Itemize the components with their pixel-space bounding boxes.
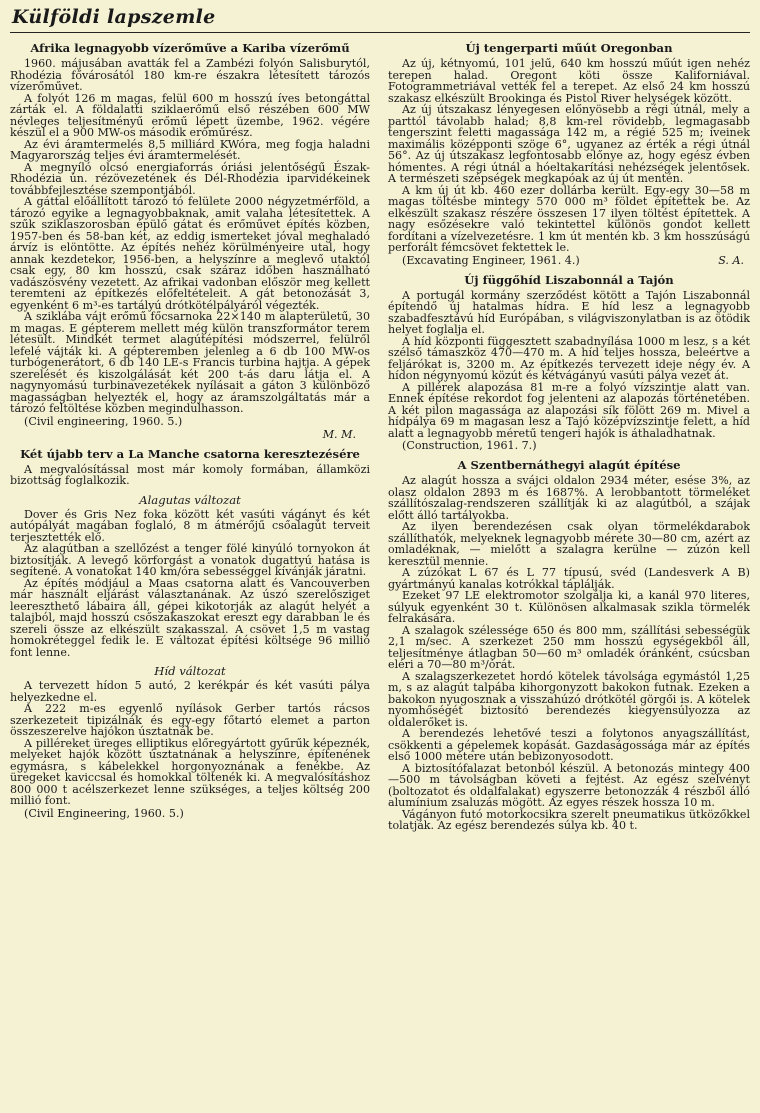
article-title-lisbon: Új függőhíd Liszabonnál a Tajón	[464, 272, 674, 287]
paragraph: Az új, kétnyomú, 101 jelű, 640 km hosszú műút igen nehéz terepen halad. Oregont köti össze Kaliforniával. Fotogrammetriával vették fel a terepet. Az első 24 km hosszú szakasz elkészült Brookinga és Pistol River helységek között.	[388, 57, 750, 105]
paragraph: A szalagok szélessége 650 és 800 mm, szállítási sebességük 2,1 m/sec. A szerkezet 250 mm hosszú egységekből áll, teljesítménye átlagban 50—60 m³ omladék óránként, csúcsban eléri a 70—80 m³/órát.	[388, 623, 750, 671]
paragraph: A pillérek alapozása 81 m-re a folyó vízszintje alatt van. Ennek építése rekordot fog jelenteni az alapozás történetében. A két pilon magassága az alapozási sík fölött 269 m. Mivel a hídpálya 69 m magasan lesz a Tajó középvízszintje felett, a híd alatt a legnagyobb méretű tengeri hajók is áthaladhatnak.	[388, 380, 750, 440]
paragraph: A megnyíló olcsó energiaforrás óriási jelentőségű Észak-Rhodézia ún. rézövezetének és Dél-Rhodézia iparvidékeinek továbbfejlesztése szempontjából.	[10, 160, 370, 197]
paragraph: Az alagút hossza a svájci oldalon 2934 méter, esése 3%, az olasz oldalon 2893 m és 1687%. A lerobbantott törmeléket szállítószalag-rendszeren szállítják ki az alagútból, a szájak előtt álló tartályokba.	[388, 474, 750, 522]
paragraph: A zúzókat L 67 és L 77 típusú, svéd (Landesverk A B) gyártmányú kanalas kotrókkal táplálják.	[388, 566, 750, 591]
source-citation: (Civil engineering, 1960. 5.)	[24, 414, 183, 428]
author-initials: S. A.	[718, 253, 744, 267]
paragraph: Dover és Gris Nez foka között két vasúti vágányt és két autópályát magában foglaló, 8 m átmérőjű csőalagút terveit terjesztették elő.	[10, 507, 370, 544]
source-line	[388, 255, 750, 267]
subsection-title-tunnel: Alagutas változat	[139, 492, 241, 507]
article-title-oregon: Új tengerparti műút Oregonban	[465, 41, 673, 55]
article-title-la-manche: Két újabb terv a La Manche csatorna keresztezésére	[20, 446, 360, 461]
title-rule	[10, 32, 750, 33]
paragraph: A híd központi függesztett szabadnyílása 1000 m lesz, s a két szélső támaszköz 470—470 m. A híd teljes hossza, beleértve a feljárókat is, 3200 m. Az építkezés tervezett ideje négy év. A hídon négynyomú közút és kétvágányú vasúti pálya vezet át.	[388, 334, 750, 382]
paragraph: A portugál kormány szerződést kötött a Tajón Liszabonnál építendő új hatalmas hídra. E híd lesz a legnagyobb szabadfesztávú híd Európában, s világviszonylatban is az ötödik helyet foglalja el.	[388, 288, 750, 336]
paragraph: Az építés módjául a Maas csatorna alatt és Vancouverben már használt eljárást választanának. Az úszó szerelősziget leereszthető lábaira áll, gépei kikotorják az alagút helyét a talajból, majd hosszú csőszakaszokat ereszt egy darabban le és szereli össze az elkészült szakasszal. A csövet 1,5 m vastag homokréteggel fedik le. E változat építési költsége 96 millió font lenne.	[10, 576, 370, 659]
source-citation: (Construction, 1961. 7.)	[402, 439, 537, 452]
page-title: Külföldi lapszemle	[12, 6, 216, 28]
paragraph: A 222 m-es egyenlő nyílások Gerber tartós rácsos szerkezeteit tipizálnák és egy-egy főtartó elemet a parton összeszerelve hajókon úsztatnák be.	[10, 702, 370, 738]
paragraph: Az ilyen berendezésen csak olyan törmelékdarabok szállíthatók, melyeknek legnagyobb mérete 30—80 cm, azért az omladéknak, — mielőtt a szalagra kerülne — zúzón kell keresztül mennie.	[388, 520, 750, 568]
paragraph: Az új útszakasz lényegesen előnyösebb a régi útnál, mely a parttól távolabb halad; 8,8 km-rel rövidebb, legmagasabb tengerszint feletti magassága 142 m, a régié 525 m; íveinek maximális középponti szöge 6°, ugyanez az érték a régi útnál 56°. Az új útszakasz legfontosabb előnye az, hogy egész évben hómentes. A régi útnál a hóeltakarítási nehézségek jelentősek. A természeti szépségek megkapóak az új út mentén.	[388, 103, 750, 185]
paragraph: Vágányon futó motorkocsikra szerelt pneumatikus ütközőkkel tolatják. Az egész berendezés súlya kb. 40 t.	[388, 807, 750, 832]
paragraph: A pilléreket üreges elliptikus előregyártott gyűrűk képeznék, melyeket hajók között úsztatnának a helyszínre, építenének egymásra, s kábelekkel horgonyoznának a fenékbe. Az üregeket kaviccsal és homokkal töltenék ki. A megvalósításhoz 800 000 t acélszerkezet lenne szükséges, a teljes költség 200 millió font.	[10, 736, 370, 807]
left-column	[10, 39, 370, 832]
paragraph: A sziklába vájt erőmű főcsarnoka 22×140 m alapterületű, 30 m magas. E gépterem mellett még külön transzformátor terem létesült. Mindkét termet alagútépítési módszerrel, felülről lefelé vájták ki. A gépteremben jelenleg a 6 db 100 MW-os turbógenerátort, 6 db 140 LE-s Francis turbina hajtja. A gépek szerelését és kiszolgálását két 200 t-ás daru látja el. A nagynyomású turbinavezetékek nyílásait a gáton 3 különböző magasságban helyezték el, hogy az áramszolgáltatás már a tározó feltöltése közben megindulhasson.	[10, 310, 370, 415]
article-title-kariba: Afrika legnagyobb vízerőműve a Kariba vízerőmű	[30, 41, 350, 55]
paragraph: A biztosítófalazat betonból készül. A betonozás mintegy 400—500 m távolságban követi a fejtést. Az egész szelvényt (boltozatot és oldalfalakat) egyszerre betonozzák 4 részből álló alumínium zsaluzás mögött. Az egyes részek hossza 10 m.	[388, 761, 750, 809]
source-citation: (Excavating Engineer, 1961. 4.)	[402, 253, 580, 267]
paragraph: A berendezés lehetővé teszi a folytonos anyagszállítást, csökkenti a gépelemek kopását. Gazdaságossága már az építés első 1000 métere után bebizonyosodott.	[388, 727, 750, 763]
paragraph: A tervezett hídon 5 autó, 2 kerékpár és két vasúti pálya helyezkedne el.	[10, 679, 370, 704]
paragraph: A megvalósítással most már komoly formában, államközi bizottság foglalkozik.	[10, 462, 370, 487]
columns	[10, 39, 750, 832]
paragraph: 1960. májusában avatták fel a Zambézi folyón Salisburytól, Rhodézia fővárosától 180 km-re északra létesített tározós vízerőművet.	[10, 57, 370, 93]
author-initials: M. M.	[322, 427, 356, 441]
paragraph: Az évi áramtermelés 8,5 milliárd KWóra, meg fogja haladni Magyarország teljes évi áramtermelését.	[10, 137, 370, 162]
paragraph: Az alagútban a szellőzést a tenger fölé kinyúló tornyokon át biztosítják. A levegő körforgást a vonatok dugattyú hatása is segítené. A vonatokat 140 km/óra sebességgel kívánják járatni.	[10, 542, 370, 578]
right-column	[388, 39, 750, 832]
paragraph: A gáttal előállított tározó tó felülete 2000 négyzetmérföld, a tározó egyike a legnagyobbaknak, amit valaha létesítettek. A szűk sziklaszorosban épülő gátat és erőművet építés közben, 1957-ben és 58-ban két, az eddig ismerteket jóval meghaladó árvíz is elöntötte. Az építés nehéz körülményeire utal, hogy annak kezdetekor, 1956-ben, a helyszínre a meglevő utaktól csak egy, 80 km hosszú, csak száraz időben használható vadászösvény vezetett. Az afrikai vadonban először meg kellett teremteni az építkezés előfeltételeit. A gát betonozását 3, egyenként 6 m³-es tartályú drótkötélpályáról végezték.	[10, 195, 370, 312]
source-citation: (Civil Engineering, 1960. 5.)	[24, 806, 184, 820]
paragraph: A km új út kb. 460 ezer dollárba került. Egy-egy 30—58 m magas töltésbe mintegy 570 000 m³ földet építettek be. Az elkészült szakasz részére összesen 17 ilyen töltést építettek. A nagy esőzésekre való tekintettel különös gondot kellett fordítani a vízelvezetésre. 1 km út mentén kb. 3 km hosszúságú perforált fémcsövet fektettek le.	[388, 183, 750, 254]
subsection-title-bridge: Híd változat	[154, 664, 226, 678]
paragraph: A folyót 126 m magas, felül 600 m hosszú íves betongáttal zárták el. A földalatti sziklaerőmű első részében 600 MW névleges teljesítményű erőmű lépett üzembe, 1962. végére készül el a 900 MW-os második erőműrész.	[10, 91, 370, 139]
paragraph: Ezeket 97 LE elektromotor szolgálja ki, a kanál 970 literes, súlyuk egyenként 30 t. Különösen alkalmasak szikla törmelék felrakására.	[388, 589, 750, 625]
article-title-st-bernard: A Szentbernáthegyi alagút építése	[457, 458, 681, 472]
paragraph: A szalagszerkezetet hordó kötelek távolsága egymástól 1,25 m, s az alagút talpába kihorgonyzott bakokon futnak. Ezeken a bakokon nyugosznak a visszahúzó drótkötél görgői is. A kötelek nyomhőségét biztosító berendezés kiegyensúlyozza az oldalerőket is.	[388, 669, 750, 729]
